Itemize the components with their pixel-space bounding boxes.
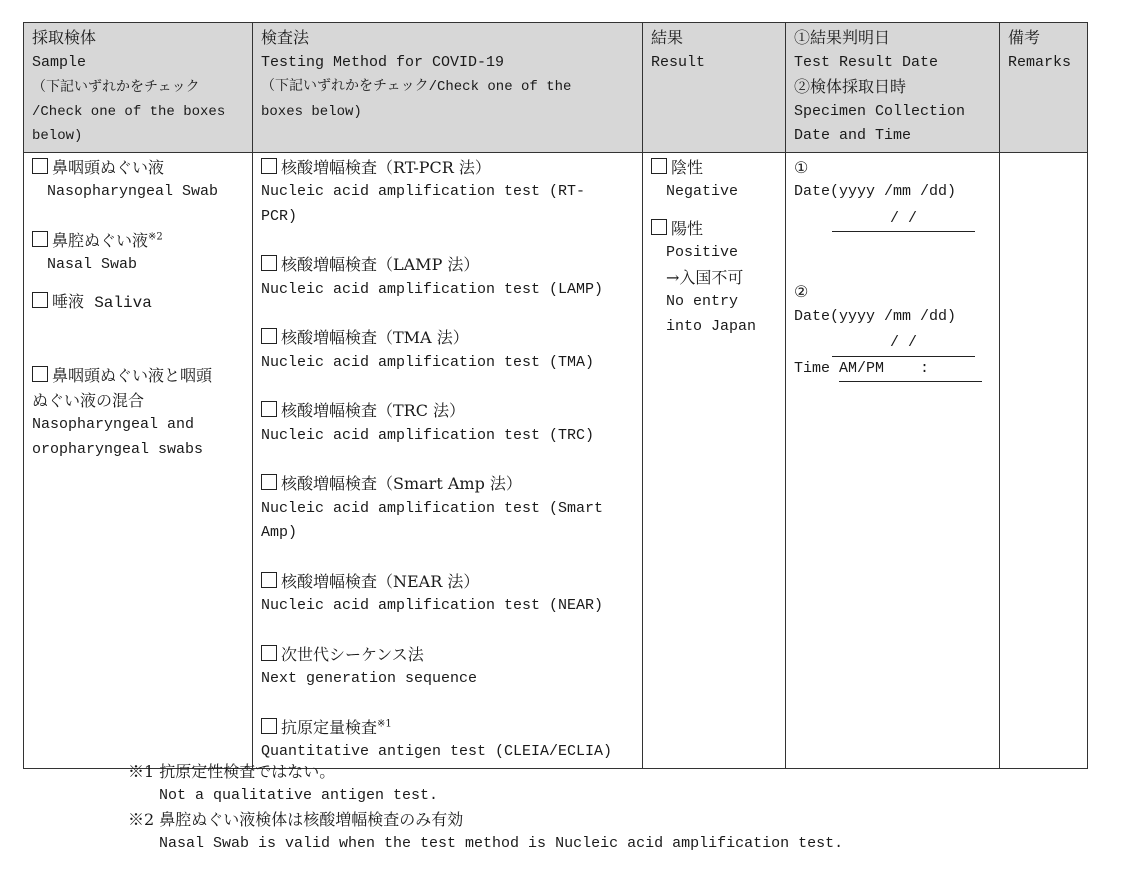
collection-date-label: Date(yyyy /mm /dd) [794, 307, 957, 325]
result-no-entry-en: No entry [666, 293, 739, 310]
method-checkbox-trc[interactable] [261, 401, 277, 417]
header-method-en: Testing Method for COVID-19 [261, 53, 505, 71]
sample-checkbox-saliva[interactable] [32, 292, 48, 308]
method-label-jp: 次世代シーケンス法 [281, 644, 424, 664]
result-cell [643, 152, 786, 768]
header-method-hint2: boxes below) [261, 103, 362, 120]
method-label-jp: 核酸増幅検査（LAMP 法） [281, 255, 480, 274]
method-label-jp: 核酸増幅検査（NEAR 法） [281, 571, 480, 591]
header-method-jp: 検査法 [261, 28, 310, 47]
method-checkbox-smartamp[interactable] [261, 474, 277, 490]
remarks-cell[interactable] [1000, 152, 1088, 768]
method-label-en: Nucleic acid amplification test (TRC) [261, 426, 595, 444]
header-sample-hint-en1: /Check one of the boxes [32, 103, 226, 120]
method-option [261, 156, 634, 230]
method-label-jp: 核酸増幅検査（RT-PCR 法） [281, 157, 491, 177]
method-label-en-line2: Amp) [261, 524, 298, 541]
result-checkbox-positive[interactable] [651, 219, 667, 235]
result-date-field[interactable]: / / [832, 207, 975, 233]
date-mark-2: ② [794, 282, 809, 301]
footnote-marker: ※2 [148, 231, 163, 243]
result-negative-en: Negative [666, 183, 739, 200]
method-option [261, 399, 634, 448]
header-date [786, 23, 1000, 153]
method-label-en: Nucleic acid amplification test (NEAR) [261, 597, 604, 614]
method-option [261, 253, 634, 302]
header-row [24, 23, 1088, 153]
method-checkbox-tma[interactable] [261, 328, 277, 344]
footnote-marker: ※1 [377, 718, 392, 730]
sample-label-en: Nasopharyngeal Swab [47, 183, 219, 200]
header-result-en: Result [651, 53, 706, 71]
result-no-entry-jp: →入国不可 [666, 267, 744, 287]
header-date2-en2: Date and Time [794, 127, 912, 144]
result-positive-jp: 陽性 [671, 218, 704, 238]
header-method-hint1: （下記いずれかをチェック/Check one of the [261, 79, 572, 95]
sample-label-jp: 鼻腔ぬぐい液 [52, 230, 149, 250]
method-checkbox-ngs[interactable] [261, 645, 277, 661]
header-result [643, 23, 786, 153]
header-remarks-jp: 備考 [1008, 28, 1041, 47]
sample-label-en: Nasopharyngeal and [32, 416, 195, 433]
sample-cell [24, 152, 253, 768]
method-checkbox-lamp[interactable] [261, 255, 277, 271]
method-checkbox-near[interactable] [261, 572, 277, 588]
header-method [253, 23, 643, 153]
body-row [24, 152, 1088, 768]
method-label-jp: 核酸増幅検査（TMA 法） [281, 328, 469, 347]
sample-checkbox-nasal[interactable] [32, 231, 48, 247]
method-label-jp: 核酸増幅検査（Smart Amp 法） [281, 474, 522, 493]
result-positive-en: Positive [666, 244, 739, 261]
method-label-en: Quantitative antigen test (CLEIA/ECLIA) [261, 743, 613, 760]
method-label-en: Next generation sequence [261, 670, 478, 687]
sample-label-en: Nasal Swab [47, 256, 138, 273]
header-date1-en: Test Result Date [794, 53, 939, 71]
result-checkbox-negative[interactable] [651, 158, 667, 174]
method-cell [253, 152, 643, 768]
sample-label-jp: 唾液 [52, 291, 85, 311]
date-cell [786, 152, 1000, 768]
sample-option-nasopharyngeal [32, 156, 244, 205]
header-date2-en1: Specimen Collection [794, 102, 966, 120]
sample-option-mixed [32, 364, 244, 462]
sample-label-jp: 鼻咽頭ぬぐい液 [52, 157, 165, 177]
result-no-entry-en-line2: into Japan [666, 317, 757, 335]
header-sample-hint-en2: below) [32, 128, 83, 144]
header-remarks-en: Remarks [1008, 53, 1072, 71]
sample-label-en: Saliva [94, 293, 152, 312]
sample-label-en-line2: oropharyngeal swabs [32, 440, 204, 458]
result-date-label: Date(yyyy /mm /dd) [794, 183, 957, 200]
sample-checkbox-mixed[interactable] [32, 366, 48, 382]
method-label-en-line2: PCR) [261, 207, 298, 225]
result-negative-jp: 陰性 [671, 157, 704, 177]
header-result-jp: 結果 [651, 28, 684, 47]
header-date2-jp: ②検体採取日時 [794, 77, 907, 96]
header-remarks [1000, 23, 1088, 153]
sample-label-jp-line2: ぬぐい液の混合 [32, 390, 145, 410]
header-sample-en: Sample [32, 53, 87, 71]
method-checkbox-rtpcr[interactable] [261, 158, 277, 174]
result-date-block [794, 156, 991, 233]
footnote-2-jp: ※2 鼻腔ぬぐい液検体は核酸増幅検査のみ有効 [128, 810, 464, 829]
method-label-en: Nucleic acid amplification test (TMA) [261, 353, 595, 371]
method-option [261, 326, 634, 375]
method-option [261, 643, 634, 692]
method-checkbox-antigen[interactable] [261, 718, 277, 734]
footnote-1-jp: ※1 抗原定性検査ではない。 [128, 762, 336, 781]
sample-label-jp: 鼻咽頭ぬぐい液と咽頭 [52, 366, 213, 385]
sample-option-nasal [32, 229, 244, 278]
date-mark-1: ① [794, 157, 809, 177]
footnotes [128, 760, 843, 856]
sample-checkbox-nasopharyngeal[interactable] [32, 158, 48, 174]
header-sample-jp: 採取検体 [32, 28, 97, 47]
test-form-table [23, 22, 1088, 769]
method-option [261, 716, 634, 765]
method-label-jp: 核酸増幅検査（TRC 法） [281, 401, 466, 420]
sample-option-saliva [32, 290, 244, 316]
result-option-negative [651, 156, 777, 205]
method-label-jp: 抗原定量検査 [281, 717, 378, 737]
collection-date-block [794, 280, 991, 382]
method-option [261, 472, 634, 546]
method-label-en: Nucleic acid amplification test (Smart [261, 499, 604, 517]
result-option-positive [651, 217, 777, 340]
method-label-en: Nucleic acid amplification test (LAMP) [261, 280, 604, 298]
collection-date-field[interactable]: / / [832, 331, 975, 357]
footnote-1-en: Not a qualitative antigen test. [159, 787, 439, 804]
header-date1-jp: ①結果判明日 [794, 28, 891, 47]
time-field[interactable]: AM/PM : [839, 357, 982, 383]
method-option [261, 570, 634, 619]
time-label: Time [794, 359, 831, 377]
header-sample-hint-jp: （下記いずれかをチェック [32, 79, 200, 95]
header-sample [24, 23, 253, 153]
method-label-en: Nucleic acid amplification test (RT- [261, 183, 586, 200]
footnote-2-en: Nasal Swab is valid when the test method is Nucleic acid amplification test. [159, 835, 844, 852]
